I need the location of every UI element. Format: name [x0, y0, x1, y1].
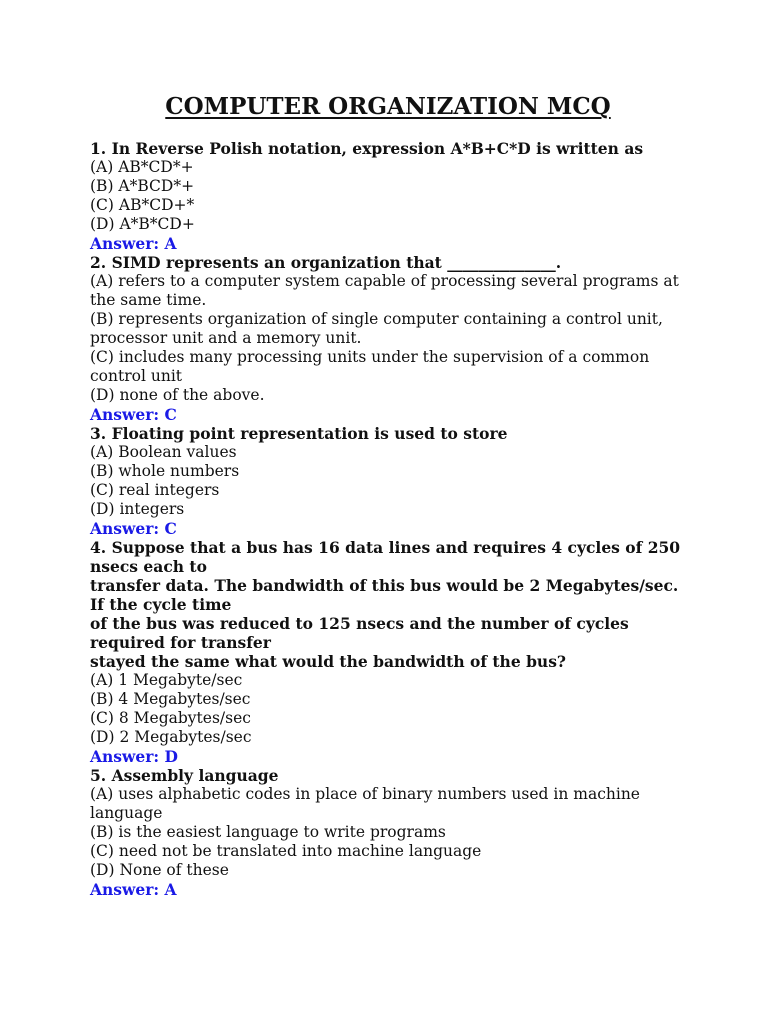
- option-d: (D) 2 Megabytes/sec: [90, 728, 252, 746]
- question-block: [90, 253, 690, 424]
- option-c: (C) need not be translated into machine language: [90, 842, 482, 860]
- option-d: (D) A*B*CD+: [90, 215, 195, 233]
- question-text: 3. Floating point representation is used to store: [90, 424, 508, 443]
- option-b: (B) A*BCD*+: [90, 177, 195, 195]
- question-text-line: 4. Suppose that a bus has 16 data lines and requires 4 cycles of 250 nsecs each to: [90, 538, 681, 576]
- question-block: [90, 538, 690, 766]
- option-a: (A) uses alphabetic codes in place of binary numbers used in machine language: [90, 785, 640, 822]
- option-c: (C) includes many processing units under the supervision of a common control unit: [90, 348, 650, 385]
- answer-text: Answer: D: [90, 747, 178, 766]
- option-b: (B) 4 Megabytes/sec: [90, 690, 251, 708]
- option-c: (C) 8 Megabytes/sec: [90, 709, 251, 727]
- option-a: (A) refers to a computer system capable of processing several programs at the same time.: [90, 272, 679, 309]
- option-a: (A) Boolean values: [90, 443, 237, 461]
- option-c: (C) real integers: [90, 481, 220, 499]
- option-c: (C) AB*CD+*: [90, 196, 195, 214]
- option-d: (D) None of these: [90, 861, 229, 879]
- option-a: (A) AB*CD*+: [90, 158, 194, 176]
- option-a: (A) 1 Megabyte/sec: [90, 671, 243, 689]
- question-text: 5. Assembly language: [90, 766, 279, 785]
- question-block: [90, 766, 690, 899]
- question-text: 2. SIMD represents an organization that ______________.: [90, 253, 562, 272]
- option-d: (D) integers: [90, 500, 185, 518]
- document-page: [90, 92, 690, 899]
- question-block: [90, 139, 690, 253]
- answer-text: Answer: C: [90, 405, 177, 424]
- option-d: (D) none of the above.: [90, 386, 265, 404]
- page-title: COMPUTER ORGANIZATION MCQ: [165, 93, 611, 120]
- answer-text: Answer: C: [90, 519, 177, 538]
- option-b: (B) whole numbers: [90, 462, 240, 480]
- option-b: (B) is the easiest language to write programs: [90, 823, 446, 841]
- question-text: 1. In Reverse Polish notation, expression A*B+C*D is written as: [90, 139, 644, 158]
- question-text-line: transfer data. The bandwidth of this bus would be 2 Megabytes/sec. If the cycle time: [90, 576, 679, 614]
- question-text-line: of the bus was reduced to 125 nsecs and the number of cycles required for transfer: [90, 614, 629, 652]
- answer-text: Answer: A: [90, 234, 177, 253]
- option-b: (B) represents organization of single computer containing a control unit, processor unit and a memory unit.: [90, 310, 663, 347]
- question-block: [90, 424, 690, 538]
- question-text-line: stayed the same what would the bandwidth of the bus?: [90, 652, 567, 671]
- answer-text: Answer: A: [90, 880, 177, 899]
